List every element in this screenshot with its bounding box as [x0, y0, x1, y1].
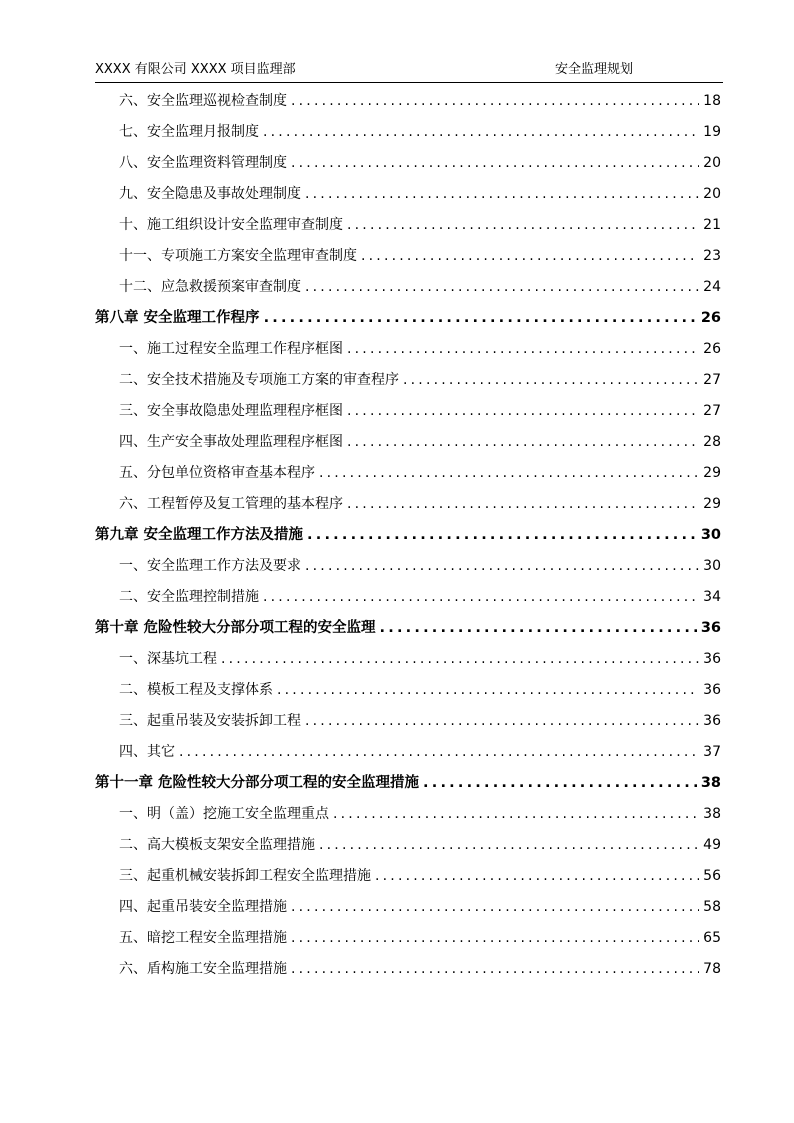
toc-entry-page-number: 24 — [703, 279, 721, 295]
toc-entry-page-number: 20 — [703, 186, 721, 202]
toc-leader-dots — [305, 179, 699, 210]
toc-entry-label: 四、起重吊装安全监理措施 — [119, 899, 287, 915]
toc-leader-dots — [305, 272, 699, 303]
header-organization: XXXX 有限公司 XXXX 项目监理部 — [95, 62, 296, 77]
toc-entry-label: 第十一章 危险性较大分部分项工程的安全监理措施 — [95, 775, 420, 791]
toc-section-entry[interactable] — [95, 427, 721, 458]
toc-section-entry[interactable] — [95, 923, 721, 954]
toc-section-entry[interactable] — [95, 210, 721, 241]
toc-section-entry[interactable] — [95, 582, 721, 613]
toc-leader-dots — [347, 210, 699, 241]
toc-entry-label: 四、生产安全事故处理监理程序框图 — [119, 434, 343, 450]
toc-entry-page-number: 36 — [700, 620, 721, 636]
toc-entry-label: 八、安全监理资料管理制度 — [119, 155, 287, 171]
toc-section-entry[interactable] — [95, 892, 721, 923]
toc-chapter-entry[interactable] — [95, 613, 721, 644]
toc-leader-dots — [361, 241, 699, 272]
toc-section-entry[interactable] — [95, 117, 721, 148]
toc-chapter-entry[interactable] — [95, 768, 721, 799]
toc-entry-page-number: 27 — [703, 372, 721, 388]
toc-entry-label: 二、高大模板支架安全监理措施 — [119, 837, 315, 853]
toc-leader-dots — [347, 489, 699, 520]
toc-leader-dots — [277, 675, 699, 706]
toc-leader-dots — [403, 365, 699, 396]
toc-leader-dots — [263, 117, 699, 148]
toc-leader-dots — [305, 551, 699, 582]
toc-entry-page-number: 36 — [703, 713, 721, 729]
toc-entry-label: 三、安全事故隐患处理监理程序框图 — [119, 403, 343, 419]
toc-entry-page-number: 29 — [703, 496, 721, 512]
header-document-title: 安全监理规划 — [554, 62, 633, 77]
toc-section-entry[interactable] — [95, 644, 721, 675]
toc-entry-label: 第十章 危险性较大分部分项工程的安全监理 — [95, 620, 376, 636]
toc-leader-dots — [291, 86, 699, 117]
toc-leader-dots — [319, 830, 699, 861]
toc-entry-label: 二、安全监理控制措施 — [119, 589, 259, 605]
toc-entry-page-number: 21 — [703, 217, 721, 233]
toc-section-entry[interactable] — [95, 458, 721, 489]
toc-section-entry[interactable] — [95, 954, 721, 985]
toc-entry-page-number: 34 — [703, 589, 721, 605]
toc-leader-dots — [347, 427, 699, 458]
toc-entry-label: 五、暗挖工程安全监理措施 — [119, 930, 287, 946]
toc-entry-page-number: 65 — [703, 930, 721, 946]
toc-entry-page-number: 58 — [703, 899, 721, 915]
toc-entry-label: 三、起重机械安装拆卸工程安全监理措施 — [119, 868, 371, 884]
toc-entry-label: 第九章 安全监理工作方法及措施 — [95, 527, 304, 543]
toc-leader-dots — [380, 613, 697, 644]
toc-leader-dots — [347, 396, 699, 427]
toc-entry-page-number: 26 — [703, 341, 721, 357]
toc-entry-page-number: 28 — [703, 434, 721, 450]
toc-leader-dots — [319, 458, 699, 489]
toc-entry-label: 一、施工过程安全监理工作程序框图 — [119, 341, 343, 357]
toc-leader-dots — [305, 706, 699, 737]
toc-leader-dots — [291, 923, 699, 954]
toc-section-entry[interactable] — [95, 272, 721, 303]
toc-entry-page-number: 38 — [700, 775, 721, 791]
toc-section-entry[interactable] — [95, 830, 721, 861]
toc-entry-label: 六、安全监理巡视检查制度 — [119, 93, 287, 109]
toc-entry-label: 十一、专项施工方案安全监理审查制度 — [119, 248, 357, 264]
toc-entry-page-number: 18 — [703, 93, 721, 109]
toc-section-entry[interactable] — [95, 241, 721, 272]
page-header — [95, 56, 723, 83]
toc-entry-label: 一、明（盖）挖施工安全监理重点 — [119, 806, 329, 822]
toc-section-entry[interactable] — [95, 675, 721, 706]
toc-entry-label: 七、安全监理月报制度 — [119, 124, 259, 140]
toc-leader-dots — [291, 892, 699, 923]
toc-section-entry[interactable] — [95, 179, 721, 210]
toc-leader-dots — [423, 768, 697, 799]
toc-section-entry[interactable] — [95, 799, 721, 830]
toc-leader-dots — [263, 582, 699, 613]
toc-entry-label: 四、其它 — [119, 744, 175, 760]
toc-entry-label: 十二、应急救援预案审查制度 — [119, 279, 301, 295]
toc-entry-page-number: 27 — [703, 403, 721, 419]
toc-entry-page-number: 37 — [703, 744, 721, 760]
toc-entry-page-number: 30 — [703, 558, 721, 574]
toc-section-entry[interactable] — [95, 334, 721, 365]
toc-entry-page-number: 38 — [703, 806, 721, 822]
toc-section-entry[interactable] — [95, 365, 721, 396]
toc-section-entry[interactable] — [95, 737, 721, 768]
toc-entry-label: 二、模板工程及支撑体系 — [119, 682, 273, 698]
toc-chapter-entry[interactable] — [95, 303, 721, 334]
toc-entry-label: 三、起重吊装及安装拆卸工程 — [119, 713, 301, 729]
toc-leader-dots — [291, 148, 699, 179]
toc-entry-label: 一、深基坑工程 — [119, 651, 217, 667]
toc-entry-page-number: 19 — [703, 124, 721, 140]
toc-section-entry[interactable] — [95, 148, 721, 179]
toc-leader-dots — [221, 644, 699, 675]
toc-leader-dots — [307, 520, 697, 551]
toc-leader-dots — [333, 799, 699, 830]
toc-leader-dots — [291, 954, 699, 985]
toc-entry-label: 六、工程暂停及复工管理的基本程序 — [119, 496, 343, 512]
toc-entry-page-number: 78 — [703, 961, 721, 977]
toc-entry-label: 六、盾构施工安全监理措施 — [119, 961, 287, 977]
toc-entry-label: 二、安全技术措施及专项施工方案的审查程序 — [119, 372, 399, 388]
toc-section-entry[interactable] — [95, 86, 721, 117]
toc-entry-page-number: 56 — [703, 868, 721, 884]
toc-section-entry[interactable] — [95, 489, 721, 520]
toc-entry-page-number: 23 — [703, 248, 721, 264]
toc-entry-page-number: 36 — [703, 651, 721, 667]
toc-section-entry[interactable] — [95, 706, 721, 737]
toc-entry-label: 一、安全监理工作方法及要求 — [119, 558, 301, 574]
toc-entry-label: 十、施工组织设计安全监理审查制度 — [119, 217, 343, 233]
toc-section-entry[interactable] — [95, 396, 721, 427]
toc-leader-dots — [264, 303, 697, 334]
toc-entry-page-number: 20 — [703, 155, 721, 171]
toc-entry-page-number: 49 — [703, 837, 721, 853]
toc-section-entry[interactable] — [95, 861, 721, 892]
toc-chapter-entry[interactable] — [95, 520, 721, 551]
toc-entry-page-number: 36 — [703, 682, 721, 698]
toc-leader-dots — [375, 861, 699, 892]
toc-entry-label: 第八章 安全监理工作程序 — [95, 310, 260, 326]
toc-entry-label: 九、安全隐患及事故处理制度 — [119, 186, 301, 202]
toc-entry-page-number: 29 — [703, 465, 721, 481]
toc-entry-page-number: 26 — [700, 310, 721, 326]
toc-entry-page-number: 30 — [700, 527, 721, 543]
toc-entry-label: 五、分包单位资格审查基本程序 — [119, 465, 315, 481]
toc-leader-dots — [179, 737, 699, 768]
toc-section-entry[interactable] — [95, 551, 721, 582]
table-of-contents — [95, 86, 721, 985]
toc-leader-dots — [347, 334, 699, 365]
